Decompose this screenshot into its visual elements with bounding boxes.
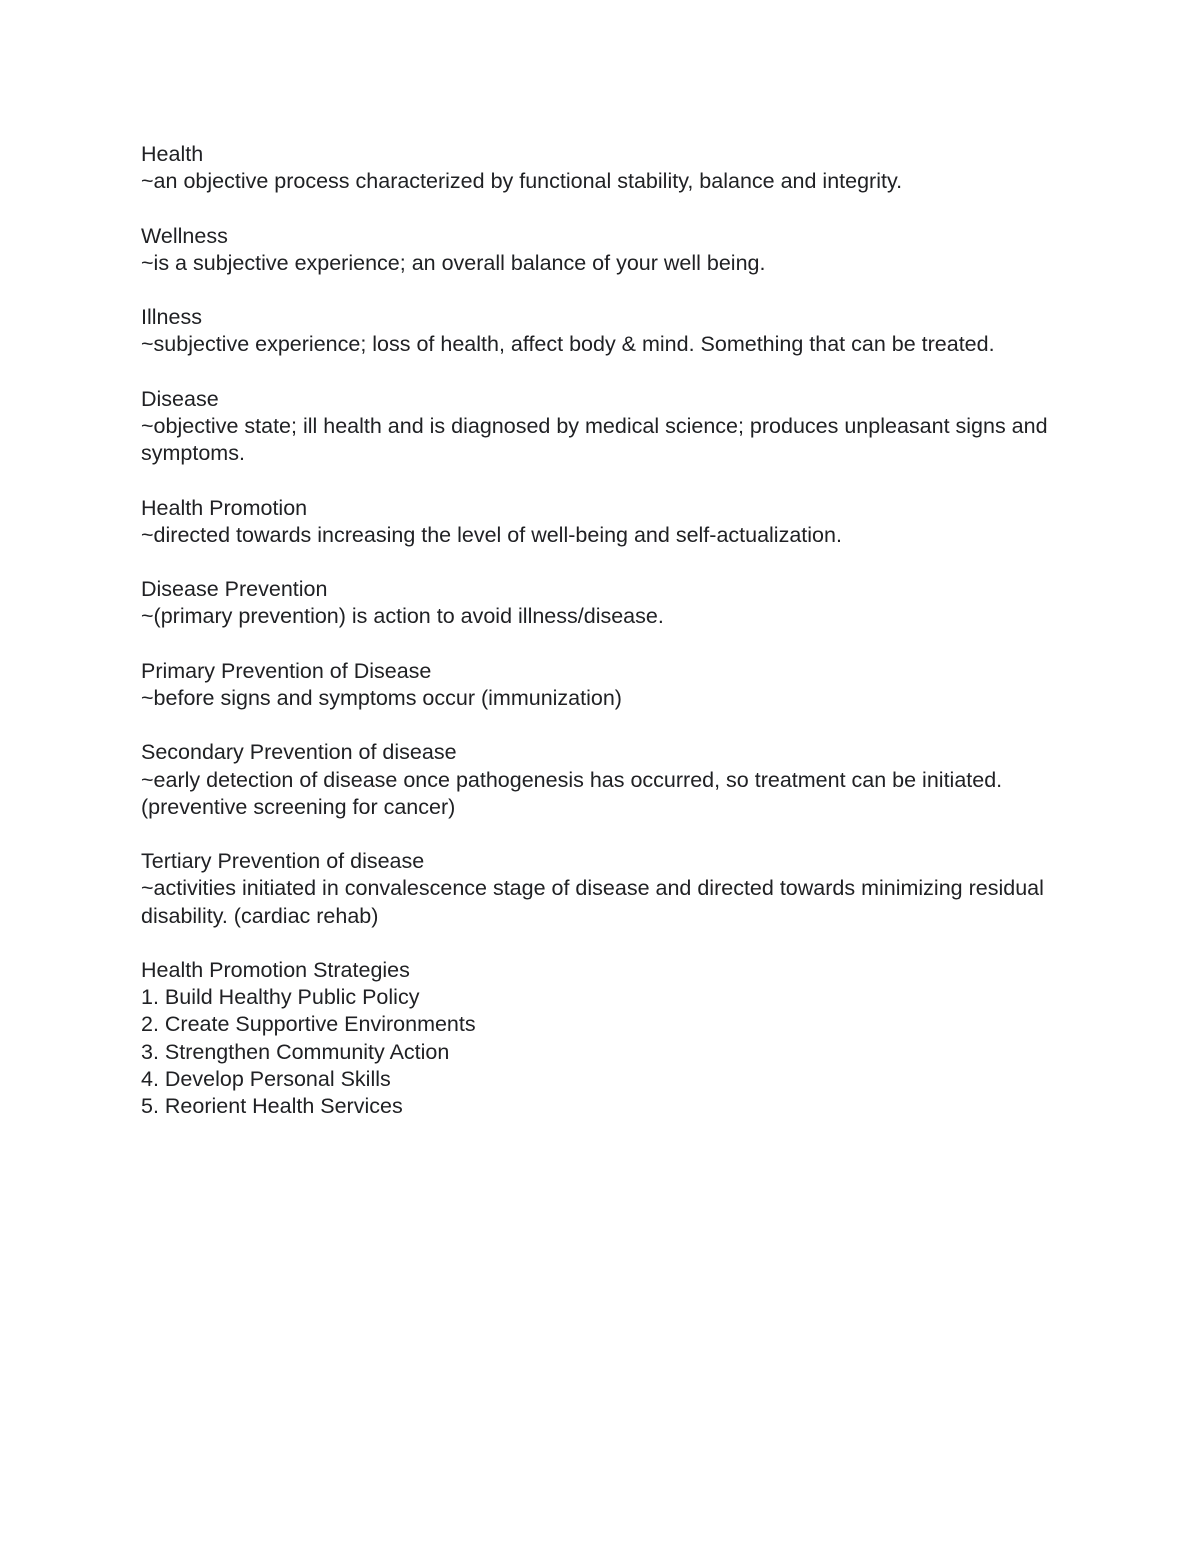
definition-secondary-prevention: ~early detection of disease once pathogenesis has occurred, so treatment can be initiated. (preventive screening for cancer)	[141, 767, 1003, 819]
definition-entry-wellness	[141, 223, 1061, 277]
term-health-promotion: Health Promotion	[141, 495, 308, 520]
term-tertiary-prevention: Tertiary Prevention of disease	[141, 849, 425, 874]
strategy-item: 3. Strengthen Community Action	[141, 1039, 450, 1064]
term-secondary-prevention: Secondary Prevention of disease	[141, 740, 457, 765]
definition-entry-disease	[141, 386, 1061, 468]
strategies-title: Health Promotion Strategies	[141, 957, 410, 982]
definition-entry-health-promotion	[141, 495, 1061, 549]
strategy-item: 2. Create Supportive Environments	[141, 1012, 476, 1037]
strategies-list	[141, 984, 1061, 1120]
strategy-item: 1. Build Healthy Public Policy	[141, 985, 420, 1010]
definition-entry-secondary-prevention	[141, 739, 1061, 821]
document-page	[141, 141, 1061, 1120]
definition-disease-prevention: ~(primary prevention) is action to avoid illness/disease.	[141, 604, 664, 629]
definition-entry-health	[141, 141, 1061, 195]
term-primary-prevention: Primary Prevention of Disease	[141, 658, 432, 683]
health-promotion-strategies	[141, 957, 1061, 1120]
definition-entry-tertiary-prevention	[141, 848, 1061, 930]
definition-primary-prevention: ~before signs and symptoms occur (immunization)	[141, 685, 622, 710]
definition-disease: ~objective state; ill health and is diagnosed by medical science; produces unpleasant signs and symptoms.	[141, 413, 1048, 466]
definition-entry-disease-prevention	[141, 576, 1061, 630]
term-disease-prevention: Disease Prevention	[141, 577, 328, 602]
definition-entry-illness	[141, 304, 1061, 358]
definition-health: ~an objective process characterized by functional stability, balance and integrity.	[141, 169, 903, 194]
definition-health-promotion: ~directed towards increasing the level of well-being and self-actualization.	[141, 522, 842, 547]
definition-wellness: ~is a subjective experience; an overall balance of your well being.	[141, 250, 766, 275]
term-disease: Disease	[141, 386, 219, 411]
term-illness: Illness	[141, 305, 202, 330]
strategy-item: 5. Reorient Health Services	[141, 1093, 403, 1118]
strategy-item: 4. Develop Personal Skills	[141, 1066, 391, 1091]
definition-illness: ~subjective experience; loss of health, affect body & mind. Something that can be treated.	[141, 332, 995, 357]
term-wellness: Wellness	[141, 223, 228, 248]
definition-tertiary-prevention: ~activities initiated in convalescence stage of disease and directed towards minimizing residual disability. (cardiac rehab)	[141, 876, 1044, 928]
definition-entry-primary-prevention	[141, 658, 1061, 712]
term-health: Health	[141, 142, 204, 166]
